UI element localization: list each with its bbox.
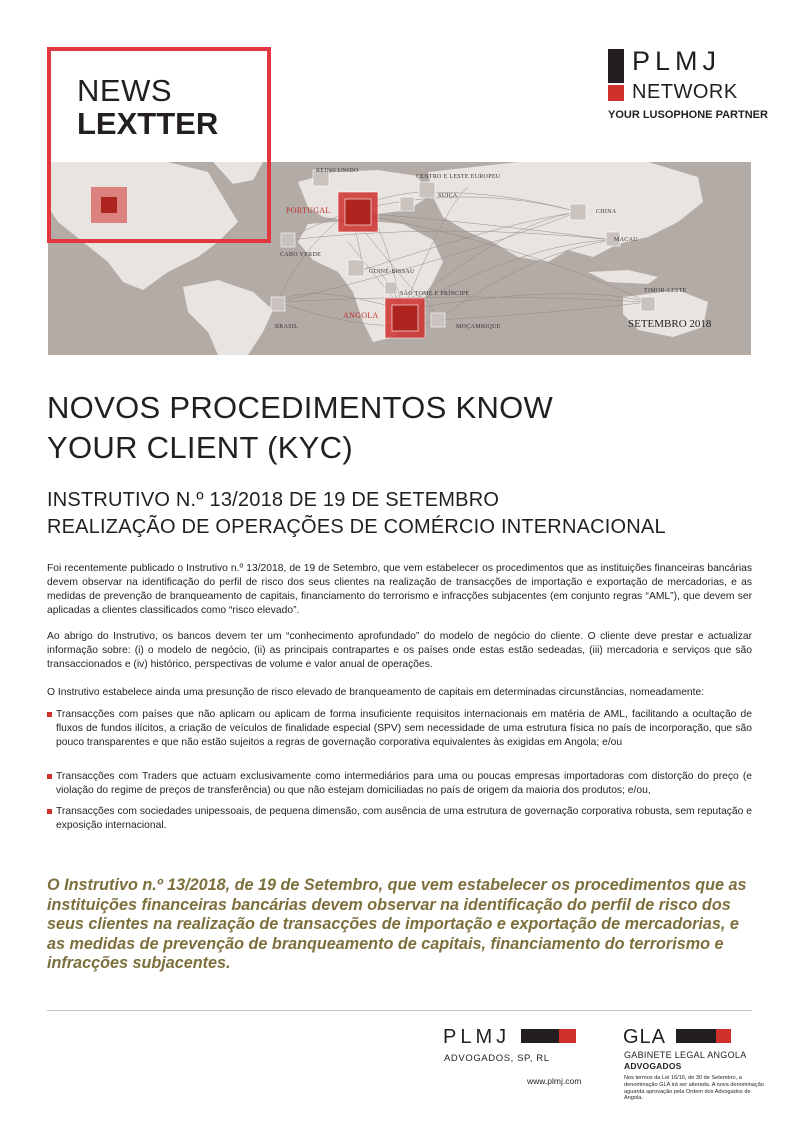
map-label-angola: ANGOLA	[343, 311, 379, 320]
footer-divider	[47, 1010, 752, 1011]
article-title	[47, 388, 553, 468]
article-title-line2: YOUR CLIENT (KYC)	[47, 430, 353, 465]
pull-quote: O Instrutivo n.º 13/2018, de 19 de Setembro, que vem estabelecer os procedimentos que as instituições financeiras bancárias devem observar na identificação do perfil de risco dos seus clientes na realização de transacções de importação e exportação de mercadorias, e as medidas de prevenção de branqueamento de capitais, financiamento do terrorismo e infracções subjacentes.	[47, 876, 747, 972]
plmj-logo-mark	[521, 1029, 559, 1043]
article-subtitle-line1: INSTRUTIVO N.º 13/2018 DE 19 DE SETEMBRO	[47, 489, 500, 511]
map-label-macau: MACAU	[614, 237, 638, 243]
lextter-label: LEXTTER	[77, 106, 219, 141]
article-title-line1: NOVOS PROCEDIMENTOS KNOW	[47, 390, 554, 425]
list-item-text: Transacções com Traders que actuam exclusivamente como intermediários para uma ou poucas empresas importadoras com distorção do preço (e violação do regime de preços de transferência) ou que não estejam domiciliadas no país de origem da maioria dos produtos; e/ou,	[56, 771, 752, 796]
list-item-text: Transacções com países que não aplicam ou aplicam de forma insuficiente requisitos internacionais em matéria de AML, facilitando a ocultação de fluxos de fundos ilícitos, a criação de veículos de finalidade especial (SPV) sem necessidade de uma estrutura física no país de incorporação, que são pouco transparentes e que não estão sujeitos a regras de governação corporativa equivalentes às exigidas em Angola; e/ou	[56, 709, 752, 748]
article-subtitle-line2: REALIZAÇÃO DE OPERAÇÕES DE COMÉRCIO INTERNACIONAL	[47, 516, 666, 538]
issue-date: SETEMBRO 2018	[628, 318, 712, 330]
article-subtitle	[47, 487, 666, 541]
paragraph-3: O Instrutivo estabelece ainda uma presunção de risco elevado de branqueamento de capitais em determinadas circunstâncias, nomeadamente:	[47, 687, 705, 698]
gla-logo-mark	[676, 1029, 716, 1043]
newsletter-title	[77, 75, 218, 139]
map-label-portugal: PORTUGAL	[286, 206, 331, 215]
map-label-cabo-verde: CABO VERDE	[280, 252, 322, 258]
gla-logo-accent	[716, 1029, 731, 1043]
map-label-centro-leste: CENTRO E LESTE EUROPEU	[416, 174, 501, 180]
bullet-square-icon	[47, 809, 52, 814]
gla-footer-sub: GABINETE LEGAL ANGOLA	[624, 1050, 747, 1060]
plmj-logo-accent	[559, 1029, 576, 1043]
brand-tagline: YOUR LUSOPHONE PARTNER	[608, 109, 768, 121]
plmj-footer-name: PLMJ	[443, 1026, 511, 1048]
map-label-sao-tome: SÃO TOMÉ E PRÍNCIPE	[400, 291, 470, 297]
list-item	[47, 770, 752, 798]
gla-footer-name: GLA	[623, 1026, 667, 1048]
plmj-logo-mark	[608, 49, 624, 101]
plmj-footer-sub: ADVOGADOS, SP, RL	[444, 1053, 550, 1064]
gla-footer-advogados: ADVOGADOS	[624, 1061, 682, 1071]
paragraph-2: Ao abrigo do Instrutivo, os bancos devem ter um “conhecimento aprofundado” do modelo de negócio do cliente. O cliente deve prestar e actualizar informação sobre: (i) o modelo de negócio, (ii) as principais contrapartes e os países onde estas estão sedeadas, (iii) mercadoria e serviços que são transaccionados e (iv) histórico, perspectivas de volume e valor anual de operações.	[47, 631, 752, 670]
news-label: NEWS	[77, 73, 172, 108]
map-label-suica: SUIÇA	[438, 193, 458, 199]
list-item	[47, 708, 752, 750]
brand-network: NETWORK	[632, 81, 738, 103]
map-label-guine-bissau: GUINÉ-BISSAU	[369, 269, 415, 275]
map-label-reino-unido: REINO UNIDO	[316, 168, 359, 174]
list-item-text: Transacções com sociedades unipessoais, de pequena dimensão, com ausência de uma estrutura de governação corporativa robusta, sem reputação e exposição internacional.	[56, 806, 752, 831]
map-label-china: CHINA	[596, 209, 617, 215]
plmj-website-link[interactable]: www.plmj.com	[527, 1076, 582, 1086]
map-label-mocambique: MOÇAMBIQUE	[456, 324, 501, 330]
gla-footer-note: Nos termos da Lei 16/16, de 30 de Setembro, a denominação GLA irá ser alterada. A nova denominação aguarda aprovação pela Ordem dos Advogados de Angola.	[624, 1075, 764, 1102]
bullet-square-icon	[47, 774, 52, 779]
map-label-brasil: BRASIL	[275, 324, 299, 330]
map-label-timor-leste: TIMOR-LESTE	[644, 288, 687, 294]
bullet-square-icon	[47, 712, 52, 717]
brand-name: PLMJ	[632, 46, 722, 76]
list-item	[47, 805, 752, 833]
paragraph-1: Foi recentemente publicado o Instrutivo n.º 13/2018, de 19 de Setembro, que vem estabelecer os procedimentos que as instituições financeiras bancárias devem observar na identificação do perfil de risco dos seus clientes na realização de transacções de importação e exportação de mercadorias, e as medidas de prevenção de branqueamento de capitais, financiamento do terrorismo e infracções subjacentes (em conjunto regras “AML”), que devem ser aplicadas a clientes classificados como “risco elevado”.	[47, 563, 752, 616]
